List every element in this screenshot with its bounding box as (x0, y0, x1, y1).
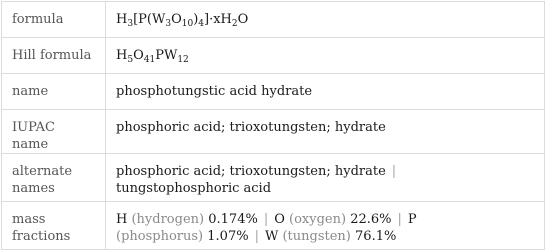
separator: | (254, 229, 259, 244)
hill-formula-value: $H_5O_{41}PW_{12}$ (106, 38, 545, 74)
properties-table (1, 1, 545, 250)
table-row (2, 202, 545, 250)
element-name: (tungsten) (282, 229, 351, 244)
element-name: (phosphorus) (116, 229, 204, 244)
formula-value: $H_3[P(W_3O_{10})_4]\cdot xH_2O$ (106, 2, 545, 38)
alternate-name: phosphoric acid; trioxotungsten; hydrate (116, 164, 386, 179)
separator: | (397, 212, 402, 227)
element-symbol: P (407, 212, 417, 227)
name-label: name (2, 74, 106, 110)
table-row (2, 38, 545, 74)
iupac-name-value: phosphoric acid; trioxotungsten; hydrate (106, 110, 545, 154)
element-symbol: H (116, 212, 128, 227)
element-symbol: O (274, 212, 285, 227)
name-value: phosphotungstic acid hydrate (106, 74, 545, 110)
element-name: (oxygen) (289, 212, 347, 227)
mass-percent: 0.174% (208, 212, 258, 227)
table-row (2, 110, 545, 154)
alternate-name: tungstophosphoric acid (116, 181, 272, 196)
table-row (2, 74, 545, 110)
hill-formula-label: Hill formula (2, 38, 106, 74)
element-name: (hydrogen) (131, 212, 205, 227)
mass-fractions-label: mass fractions (2, 202, 106, 250)
table-row (2, 2, 545, 38)
formula-label: formula (2, 2, 106, 38)
separator: | (263, 212, 269, 227)
mass-percent: 1.07% (207, 229, 249, 244)
mass-percent: 22.6% (350, 212, 392, 227)
element-symbol: W (264, 229, 279, 244)
mass-fractions-value (106, 202, 545, 250)
alternate-names-value (106, 154, 545, 202)
iupac-name-label: IUPAC name (2, 110, 106, 154)
alternate-names-label: alternate names (2, 154, 106, 202)
mass-percent: 76.1% (355, 229, 397, 244)
table-row (2, 154, 545, 202)
separator: | (391, 164, 397, 179)
